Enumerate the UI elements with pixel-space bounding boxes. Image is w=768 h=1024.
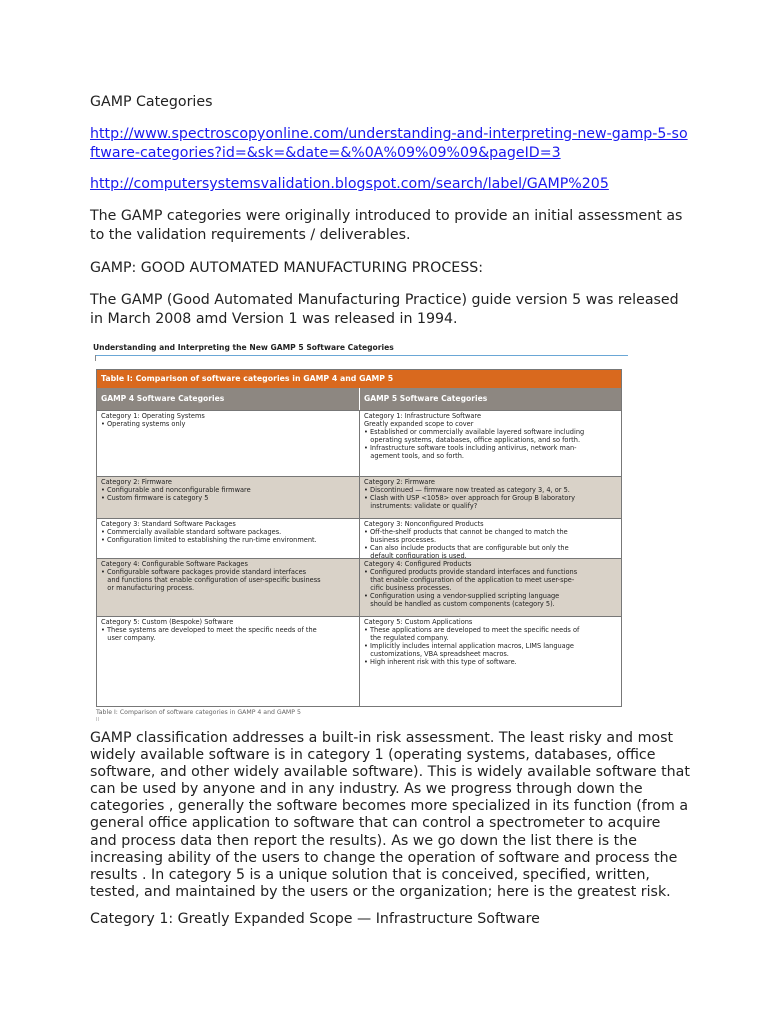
table-cell-line: Category 3: Standard Software Packages	[101, 520, 236, 528]
figure-title: Understanding and Interpreting the New GAMP 5 Software Categories	[93, 343, 394, 352]
figure-title-rule	[95, 355, 628, 356]
table-cell-line: • Infrastructure software tools including antivirus, network man-	[364, 443, 577, 452]
table-cell-line: • Configurable software packages provide standard interfaces	[101, 567, 307, 576]
table-cell-line: customizations, VBA spreadsheet macros.	[364, 649, 509, 658]
source-link-spectroscopy	[90, 125, 690, 162]
table-row	[97, 410, 621, 476]
table-cell-gamp4	[97, 559, 359, 616]
table-cell-line: Category 4: Configurable Software Packages	[101, 560, 248, 568]
comparison-figure	[93, 343, 629, 723]
table-cell-line: Category 3: Nonconfigured Products	[364, 520, 484, 528]
table-cell-line: user company.	[101, 633, 156, 642]
table-cell-line: business processes.	[364, 535, 437, 544]
category1-heading: Category 1: Greatly Expanded Scope — Infrastructure Software	[90, 911, 540, 927]
column-header-gamp5: GAMP 5 Software Categories	[359, 388, 621, 410]
table-cell-line: Category 1: Operating Systems	[101, 412, 205, 420]
table-cell-line: cific business processes.	[364, 583, 452, 592]
table-row	[97, 518, 621, 558]
table-cell-line: Category 5: Custom (Bespoke) Software	[101, 618, 234, 626]
table-cell-line: • Custom firmware is category 5	[101, 493, 209, 502]
figure-rule-tick	[95, 355, 96, 361]
table-cell-line: • Discontinued — firmware now treated as category 3, 4, or 5.	[364, 485, 570, 494]
table-cell-line: Category 1: Infrastructure Software	[364, 412, 482, 420]
table-cell-line: • Established or commercially available layered software including	[364, 427, 585, 436]
table-cell-line: Category 5: Custom Applications	[364, 618, 473, 626]
table-cell-line: • High inherent risk with this type of software.	[364, 657, 517, 666]
table-cell-gamp5	[359, 411, 621, 476]
table-cell-gamp5	[359, 559, 621, 616]
table-row	[97, 476, 621, 518]
figure-caption: Table I: Comparison of software categories in GAMP 4 and GAMP 5	[96, 709, 301, 716]
comparison-table	[96, 369, 622, 707]
table-cell-line: • Implicitly includes internal application macros, LIMS language	[364, 641, 574, 650]
table-cell-line: or manufacturing process.	[101, 583, 195, 592]
figure-caption-mark: II	[96, 717, 99, 723]
table-cell-line: operating systems, databases, office applications, and so forth.	[364, 435, 581, 444]
table-cell-gamp4	[97, 477, 359, 518]
table-cell-line: should be handled as custom components (category 5).	[364, 599, 555, 608]
gamp-heading: GAMP: GOOD AUTOMATED MANUFACTURING PROCESS:	[90, 260, 483, 276]
table-cell-line: • Clash with USP <1058> over approach for Group B laboratory	[364, 493, 576, 502]
column-header-gamp4: GAMP 4 Software Categories	[97, 388, 359, 410]
table-cell-line: • Off-the-shelf products that cannot be changed to match the	[364, 527, 568, 536]
gamp-guide-paragraph: The GAMP (Good Automated Manufacturing Practice) guide version 5 was released in March 2008 amd Version 1 was released in 1994.	[90, 292, 679, 327]
table-cell-line: Category 2: Firmware	[101, 478, 172, 486]
table-cell-line: • Configuration using a vendor-supplied scripting language	[364, 591, 560, 600]
intro-paragraph: The GAMP categories were originally introduced to provide an initial assessment as to the validation requirements / deliverables.	[90, 208, 683, 243]
table-cell-line: and functions that enable configuration of user-specific business	[101, 575, 321, 584]
table-cell-gamp5	[359, 477, 621, 518]
spectroscopy-link[interactable]: http://www.spectroscopyonline.com/understanding-and-interpreting-new-gamp-5-software-categories?id=&sk=&date=&%0A%09%09%09&pageID=3	[90, 126, 688, 161]
source-link-blog	[90, 175, 690, 194]
table-row	[97, 616, 621, 706]
table-cell-line: that enable configuration of the application to meet user-spe-	[364, 575, 575, 584]
table-cell-line: the regulated company.	[364, 633, 449, 642]
table-cell-line: • Operating systems only	[101, 419, 186, 428]
classification-paragraph: GAMP classification addresses a built-in risk assessment. The least risky and most widely available software is in category 1 (operating systems, databases, office software, and other widely available software). This is widely available software that can be used by anyone and in any industry. As we progress through down the categories , generally the software becomes more specialized in its function (from a general office application to software that can control a spectrometer to acquire and process data then report the results). As we go down the list there is the increasing ability of the users to change the operation of software and process the results . In category 5 is a unique solution that is conceived, specified, written, tested, and maintained by the users or the organization; here is the greatest risk.	[90, 730, 690, 900]
table-title: Table I: Comparison of software categories in GAMP 4 and GAMP 5	[97, 370, 621, 388]
table-cell-gamp4	[97, 411, 359, 476]
table-cell-line: • Configurable and nonconfigurable firmware	[101, 485, 251, 494]
table-cell-line: Category 4: Configured Products	[364, 560, 472, 568]
blog-link[interactable]: http://computersystemsvalidation.blogspot.com/search/label/GAMP%205	[90, 176, 609, 192]
table-cell-line: agement tools, and so forth.	[364, 451, 465, 460]
table-cell-gamp4	[97, 617, 359, 706]
table-cell-line: • Configuration limited to establishing the run-time environment.	[101, 535, 317, 544]
table-cell-line: Greatly expanded scope to cover	[364, 419, 474, 428]
table-cell-line: Category 2: Firmware	[364, 478, 435, 486]
table-cell-line: instruments: validate or qualify?	[364, 501, 478, 510]
table-cell-line: default configuration is used.	[364, 551, 467, 558]
table-cell-gamp5	[359, 519, 621, 558]
table-row	[97, 558, 621, 616]
table-cell-gamp4	[97, 519, 359, 558]
table-cell-line: • Configured products provide standard interfaces and functions	[364, 567, 578, 576]
table-cell-line: • Commercially available standard software packages.	[101, 527, 282, 536]
table-cell-line: • These applications are developed to meet the specific needs of	[364, 625, 580, 634]
table-cell-gamp5	[359, 617, 621, 706]
document-title: GAMP Categories	[90, 94, 213, 110]
table-cell-line: • These systems are developed to meet the specific needs of the	[101, 625, 317, 634]
table-cell-line: • Can also include products that are configurable but only the	[364, 543, 569, 552]
